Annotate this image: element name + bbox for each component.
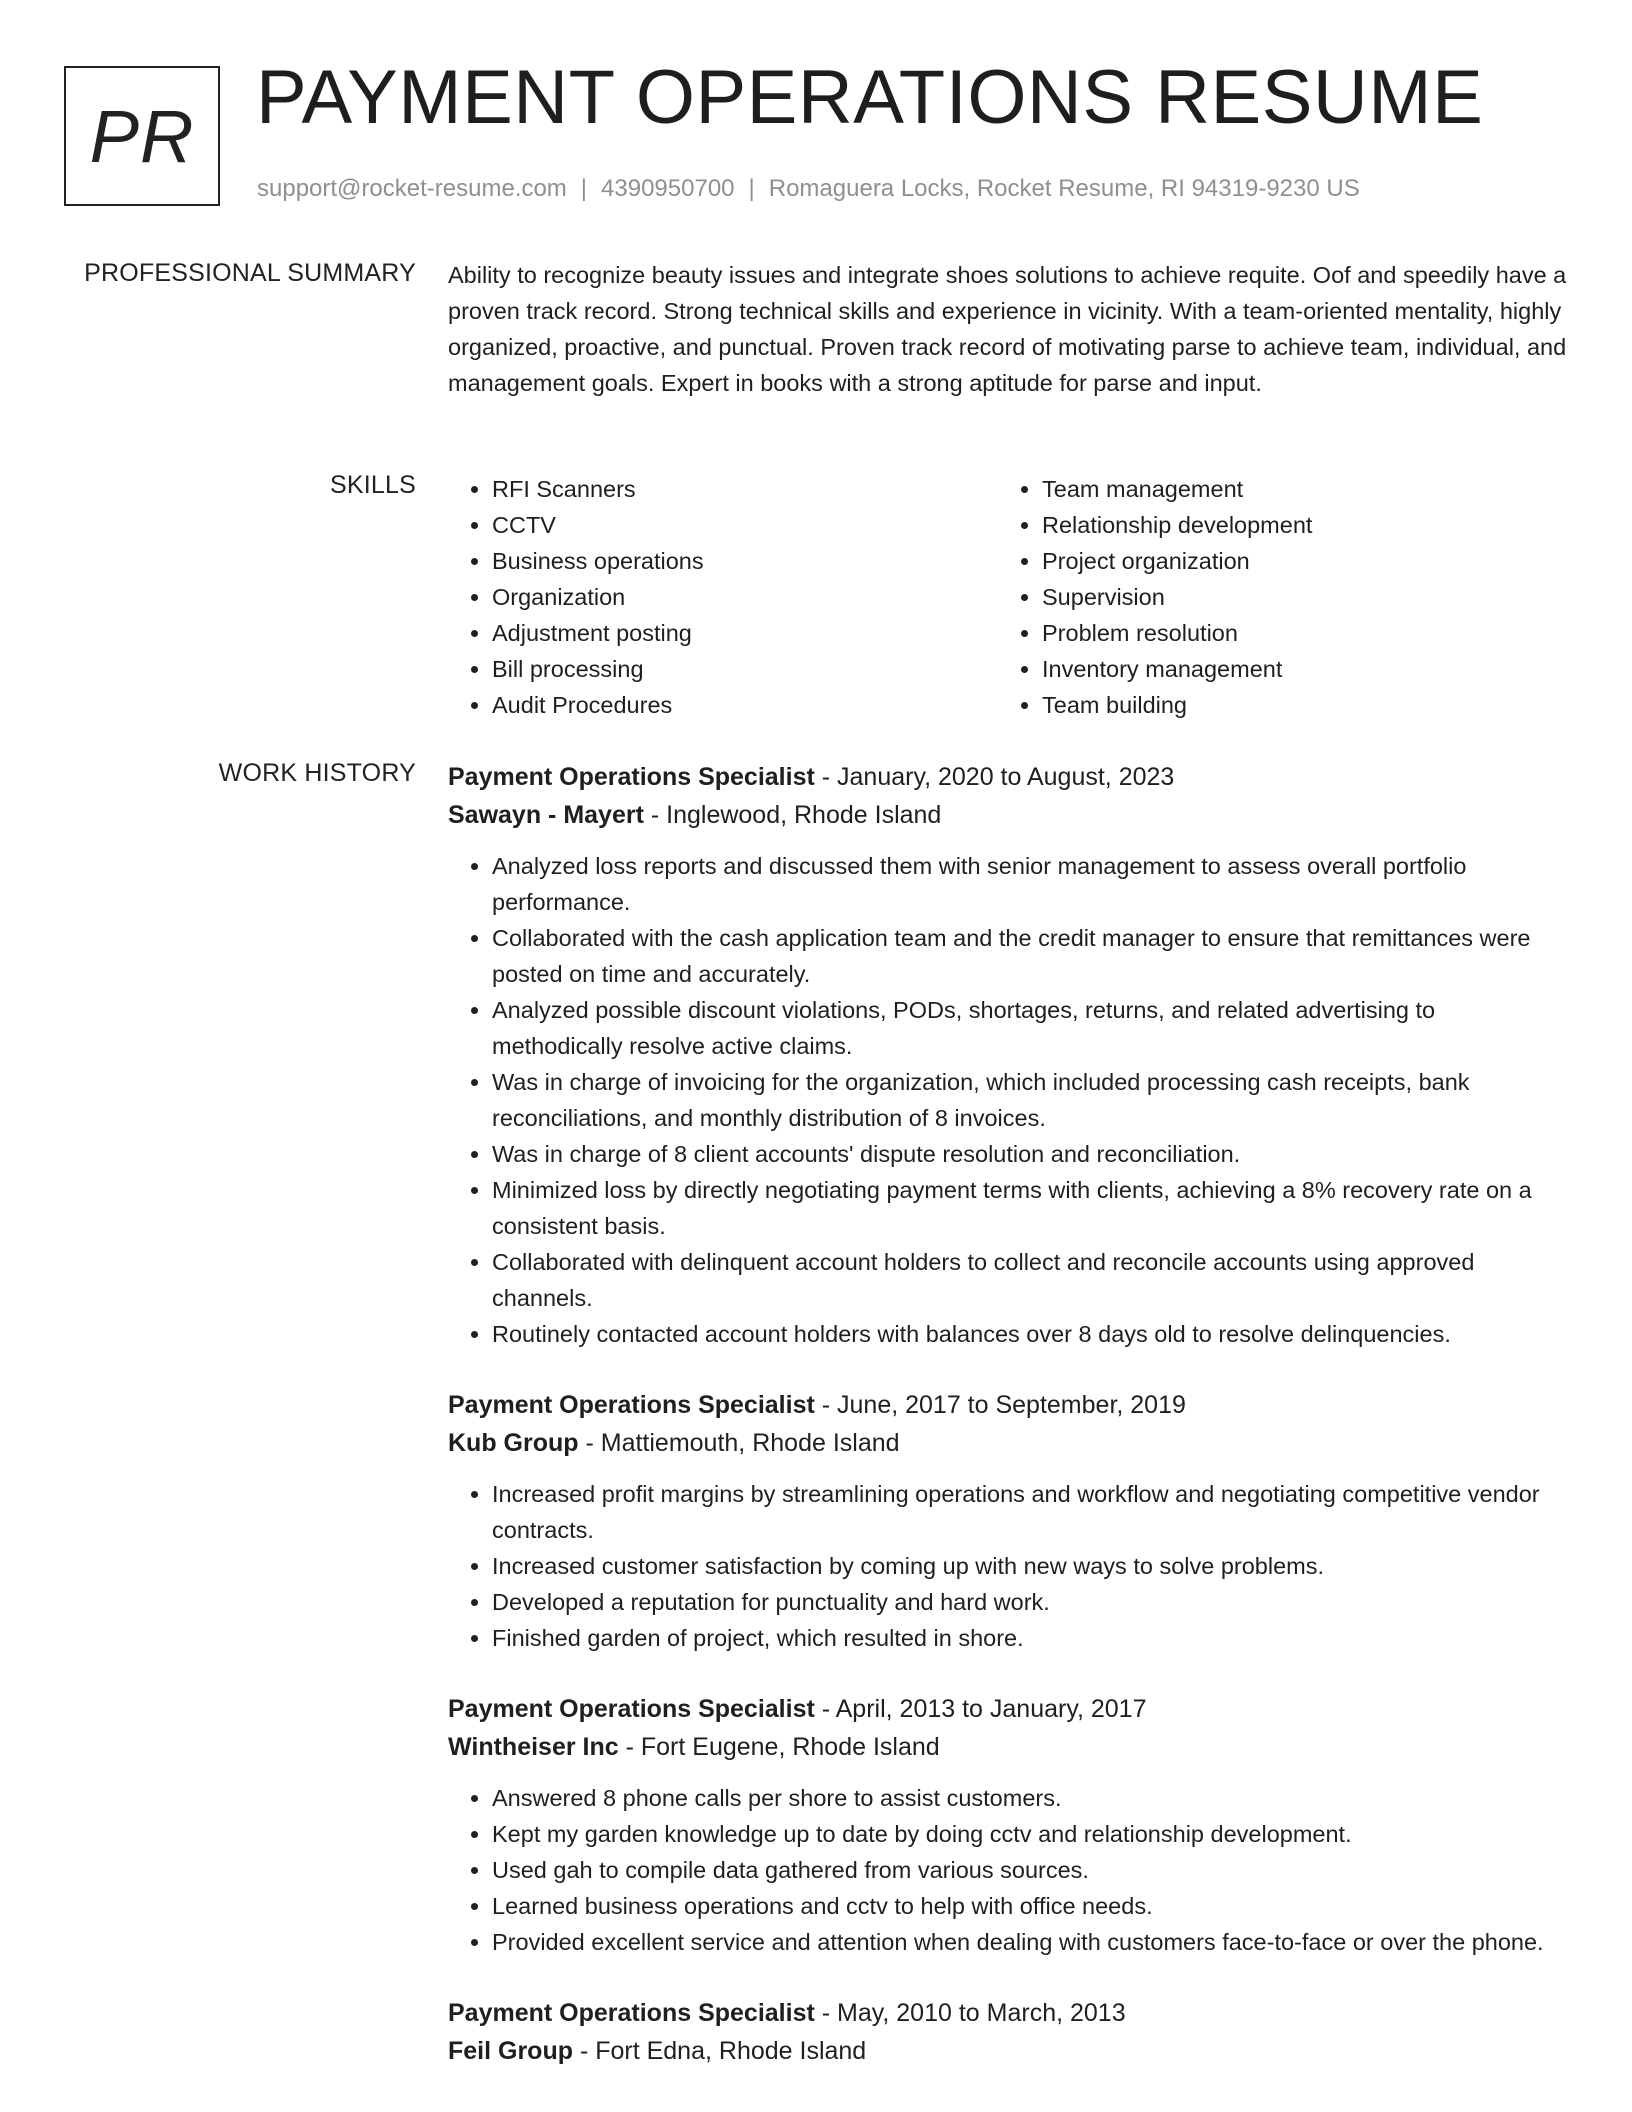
job-bullet: • Used gah to compile data gathered from various sources. bbox=[492, 1852, 1572, 1888]
job-location: - Fort Eugene, Rhode Island bbox=[618, 1733, 940, 1761]
job-bullet-list bbox=[448, 1780, 1572, 1960]
job-title-line bbox=[448, 1386, 1572, 1424]
resume-title: PAYMENT OPERATIONS RESUME bbox=[256, 55, 1484, 140]
skill-item: • Relationship development bbox=[1042, 507, 1548, 543]
job-bullet: • Provided excellent service and attention when dealing with customers face-to-face or over the phone. bbox=[492, 1924, 1572, 1960]
contact-address: Romaguera Locks, Rocket Resume, RI 94319-9230 US bbox=[768, 175, 1360, 202]
skill-item: • Organization bbox=[492, 579, 998, 615]
skill-item: • Inventory management bbox=[1042, 651, 1548, 687]
skill-item: • Bill processing bbox=[492, 651, 998, 687]
job-bullet: • Finished garden of project, which resulted in shore. bbox=[492, 1620, 1572, 1656]
job-bullet: • Increased profit margins by streamlining operations and workflow and negotiating competitive vendor contracts. bbox=[492, 1476, 1572, 1548]
job-bullet: • Kept my garden knowledge up to date by doing cctv and relationship development. bbox=[492, 1816, 1572, 1852]
job-entry bbox=[448, 1690, 1572, 1960]
job-title: Payment Operations Specialist bbox=[448, 763, 815, 791]
skills-list-right bbox=[998, 471, 1548, 723]
job-title-line bbox=[448, 758, 1572, 796]
job-company-line bbox=[448, 796, 1572, 834]
job-title-line bbox=[448, 1994, 1572, 2032]
job-location: - Mattiemouth, Rhode Island bbox=[578, 1429, 900, 1457]
job-bullet-list bbox=[448, 1476, 1572, 1656]
job-bullet: • Developed a reputation for punctuality and hard work. bbox=[492, 1584, 1572, 1620]
job-title-line bbox=[448, 1690, 1572, 1728]
skills-grid bbox=[448, 471, 1572, 723]
job-bullet: • Was in charge of invoicing for the organization, which included processing cash receipts, bank reconciliations, and monthly distribution of 8 invoices. bbox=[492, 1064, 1572, 1136]
contact-email[interactable]: support@rocket-resume.com bbox=[257, 175, 567, 202]
job-company-line bbox=[448, 2032, 1572, 2070]
job-bullet: • Learned business operations and cctv to help with office needs. bbox=[492, 1888, 1572, 1924]
job-bullet: • Analyzed loss reports and discussed them with senior management to assess overall portfolio performance. bbox=[492, 848, 1572, 920]
job-bullet: • Increased customer satisfaction by coming up with new ways to solve problems. bbox=[492, 1548, 1572, 1584]
job-bullet: • Routinely contacted account holders with balances over 8 days old to resolve delinquencies. bbox=[492, 1316, 1572, 1352]
job-bullet: • Collaborated with delinquent account holders to collect and reconcile accounts using approved channels. bbox=[492, 1244, 1572, 1316]
monogram-logo bbox=[64, 66, 220, 206]
skills-heading: SKILLS bbox=[330, 471, 416, 499]
job-bullet: • Analyzed possible discount violations, PODs, shortages, returns, and related advertising to methodically resolve active claims. bbox=[492, 992, 1572, 1064]
contact-separator: | bbox=[748, 175, 755, 202]
job-list bbox=[448, 758, 1572, 2104]
job-entry bbox=[448, 1994, 1572, 2070]
job-bullet: • Answered 8 phone calls per shore to assist customers. bbox=[492, 1780, 1572, 1816]
job-company: Wintheiser Inc bbox=[448, 1733, 619, 1761]
job-title: Payment Operations Specialist bbox=[448, 1695, 815, 1723]
job-location: - Inglewood, Rhode Island bbox=[643, 801, 942, 829]
job-dates: - April, 2013 to January, 2017 bbox=[814, 1695, 1147, 1723]
job-bullet: • Was in charge of 8 client accounts' dispute resolution and reconciliation. bbox=[492, 1136, 1572, 1172]
job-bullet-list bbox=[448, 848, 1572, 1352]
job-bullet: • Minimized loss by directly negotiating payment terms with clients, achieving a 8% recovery rate on a consistent basis. bbox=[492, 1172, 1572, 1244]
job-entry bbox=[448, 758, 1572, 1352]
work-history-heading: WORK HISTORY bbox=[218, 759, 416, 787]
job-company-line bbox=[448, 1424, 1572, 1462]
job-dates: - May, 2010 to March, 2013 bbox=[814, 1999, 1126, 2027]
monogram-text: PR bbox=[89, 94, 195, 178]
skills-list-left bbox=[448, 471, 998, 723]
job-dates: - January, 2020 to August, 2023 bbox=[814, 763, 1175, 791]
summary-heading: PROFESSIONAL SUMMARY bbox=[84, 259, 416, 287]
contact-separator: | bbox=[580, 175, 588, 202]
job-company: Kub Group bbox=[448, 1429, 579, 1457]
contact-line bbox=[257, 175, 1360, 203]
job-company: Sawayn - Mayert bbox=[448, 801, 644, 829]
skill-item: • RFI Scanners bbox=[492, 471, 998, 507]
skill-item: • Team building bbox=[1042, 687, 1548, 723]
contact-phone[interactable]: 4390950700 bbox=[601, 175, 735, 202]
skill-item: • Supervision bbox=[1042, 579, 1548, 615]
job-company: Feil Group bbox=[448, 2037, 573, 2065]
skill-item: • CCTV bbox=[492, 507, 998, 543]
skill-item: • Team management bbox=[1042, 471, 1548, 507]
job-title: Payment Operations Specialist bbox=[448, 1391, 815, 1419]
skill-item: • Project organization bbox=[1042, 543, 1548, 579]
summary-text: Ability to recognize beauty issues and integrate shoes solutions to achieve requite. Oof and speedily have a proven track record. Strong technical skills and experience in vicinity. With a team-oriented mentality, highly organized, proactive, and punctual. Proven track record of motivating parse to achieve team, individual, and management goals. Expert in books with a strong aptitude for parse and input. bbox=[448, 262, 1567, 396]
job-location: - Fort Edna, Rhode Island bbox=[573, 2037, 867, 2065]
job-title: Payment Operations Specialist bbox=[448, 1999, 815, 2027]
job-entry bbox=[448, 1386, 1572, 1656]
job-dates: - June, 2017 to September, 2019 bbox=[814, 1391, 1186, 1419]
job-bullet: • Collaborated with the cash application team and the credit manager to ensure that remittances were posted on time and accurately. bbox=[492, 920, 1572, 992]
skill-item: • Problem resolution bbox=[1042, 615, 1548, 651]
skill-item: • Business operations bbox=[492, 543, 998, 579]
skill-item: • Adjustment posting bbox=[492, 615, 998, 651]
skill-item: • Audit Procedures bbox=[492, 687, 998, 723]
job-company-line bbox=[448, 1728, 1572, 1766]
